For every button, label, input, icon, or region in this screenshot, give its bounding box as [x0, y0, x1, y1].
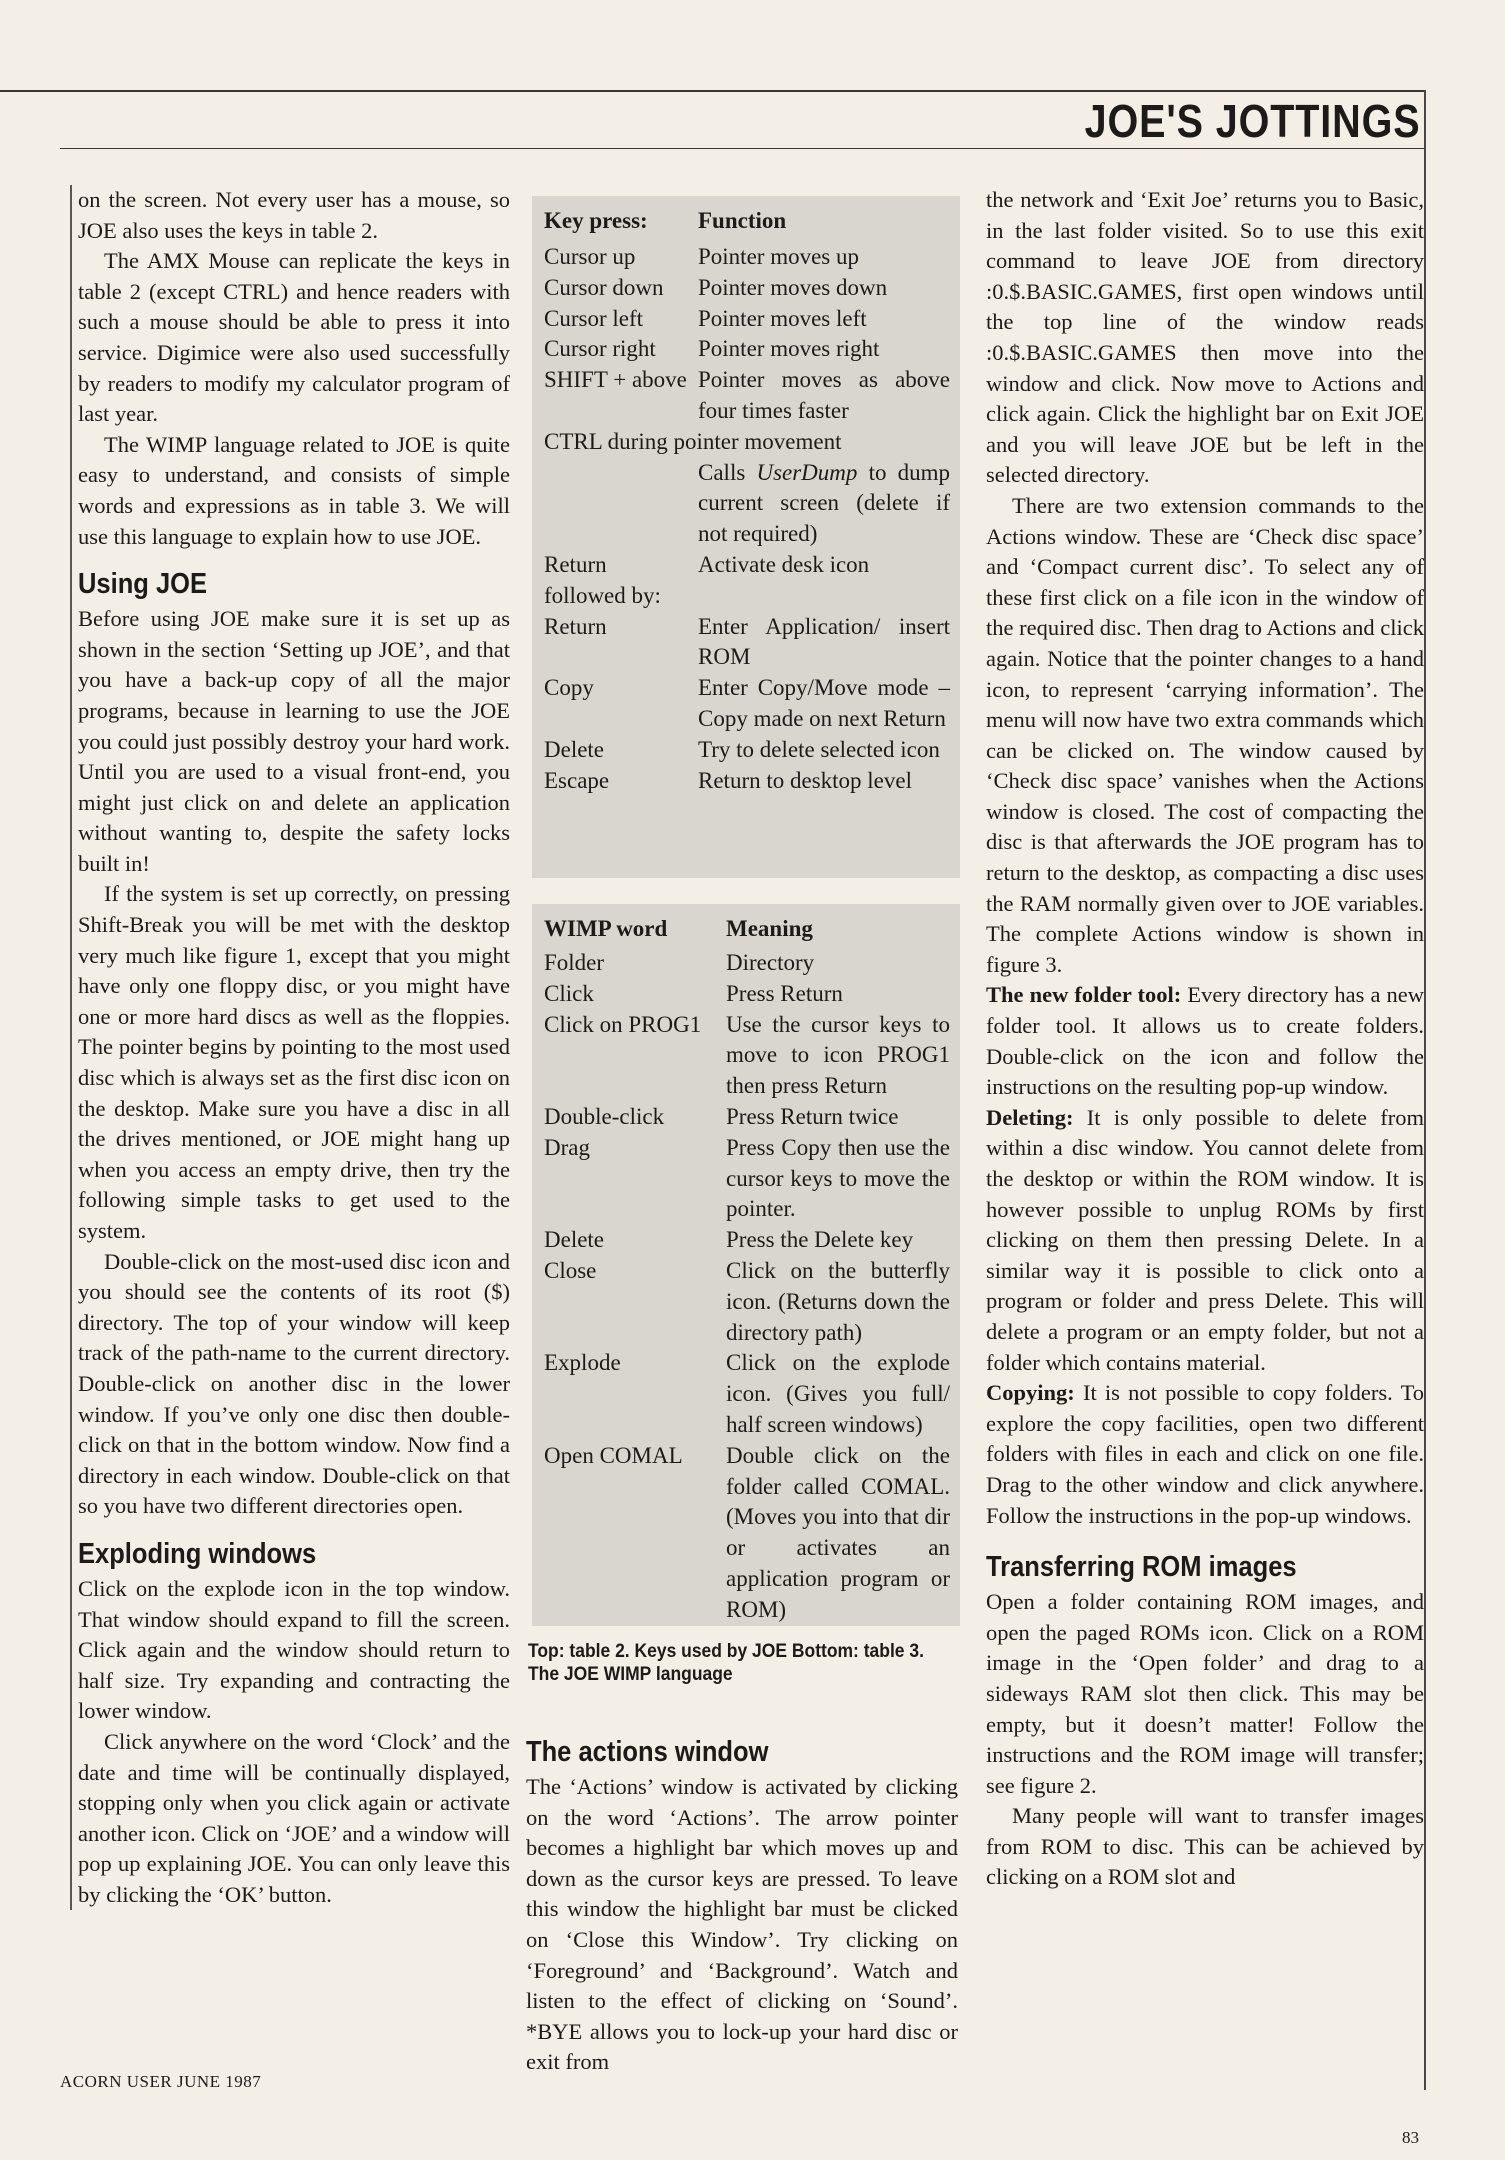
- table-keys-box: [532, 196, 960, 878]
- right-margin-rule: [1424, 90, 1426, 2090]
- word-cell: Open COMAL: [544, 1442, 683, 1468]
- section-heading-exploding-windows: Exploding windows: [78, 1537, 317, 1570]
- text-run: Calls: [698, 459, 757, 485]
- function-cell: Return to desktop level: [698, 767, 912, 793]
- meaning-cell: Use the cursor keys to move to icon PROG1 then press Return: [726, 1011, 950, 1099]
- meaning-cell: Press Return twice: [726, 1103, 899, 1129]
- table-wimp: [532, 904, 960, 1626]
- table-row: [532, 1441, 960, 1626]
- table-header-function: Function: [698, 208, 787, 233]
- table-row: [532, 304, 960, 335]
- footer-publication: ACORN USER JUNE 1987: [60, 2072, 262, 2091]
- article-column-3: [986, 185, 1424, 1893]
- function-cell: [698, 458, 960, 550]
- meaning-cell: Double click on the folder called COMAL. (Moves you into that dir or activates an application program or ROM): [726, 1442, 950, 1622]
- table-row: [532, 979, 960, 1010]
- paragraph: Open a folder containing ROM images, and open the paged ROMs icon. Click on a ROM image in the ‘Open folder’ and drag to a sideways RAM slot then click. This may be empty, but it doesn’t matter! Follow the instructions and the ROM image will transfer; see figure 2.: [986, 1589, 1424, 1798]
- meaning-cell: Directory: [726, 950, 815, 975]
- word-cell: Close: [544, 1257, 597, 1283]
- function-cell: Pointer moves left: [698, 305, 867, 331]
- paragraph: [986, 980, 1424, 1102]
- paragraph: There are two extension commands to the Actions window. These are ‘Check disc space’ and ‘Compact current disc’. To select any of these first click on a file icon in the window of the required disc. Then drag to Actions and click again. Notice that the pointer changes to a hand icon, to represent ‘carrying information’. The menu will now have two extra commands which can be clicked on. The window caused by ‘Check disc space’ vanishes when the Actions window is closed. The cost of compacting the disc is that afterwards the JOE program has to return to the desktop, as compacting a disc uses the RAM normally given over to JOE variables. The complete Actions window is shown in figure 3.: [986, 492, 1424, 977]
- table-row: [532, 273, 960, 304]
- paragraph: Double-click on the most-used disc icon and you should see the contents of its root ($) directory. The top of your window will keep track of the path-name to the current directory. Double-click on another disc in the lower window. If you’ve only one disc then double-click on that in the bottom window. Now find a directory in each window. Double-click on that so you have two different directories open.: [78, 1248, 510, 1519]
- text-run: Every directory has a new folder tool. It allows us to create folders. Double-click on the icon and follow the instructions on the resulting pop-up window.: [986, 982, 1424, 1100]
- table-row: [532, 1102, 960, 1133]
- lead-in-new-folder: The new folder tool:: [986, 982, 1182, 1008]
- table-row: [532, 766, 960, 797]
- table-row: [532, 612, 960, 674]
- section-heading-using-joe: Using JOE: [78, 568, 208, 601]
- paragraph: Click anywhere on the word ‘Clock’ and the date and time will be continually displayed, stopping only when you click again or activate another icon. Click on ‘JOE’ and a window will pop up explaining JOE. You can only leave this by clicking the ‘OK’ button.: [78, 1728, 510, 1907]
- function-cell: Activate desk icon: [698, 551, 870, 577]
- paragraph: the network and ‘Exit Joe’ returns you to Basic, in the last folder visited. So to use this exit command to leave JOE from directory :0.$.BASIC.GAMES, first open windows until the top line of the window reads :0.$.BASIC.GAMES then move into the window and click. Now move to Actions and click again. Click the highlight bar on Exit JOE and you will leave JOE but be left in the selected directory.: [986, 187, 1424, 488]
- header-rule: [0, 90, 1425, 92]
- meaning-cell: Click on the explode icon. (Gives you full/ half screen windows): [726, 1350, 950, 1437]
- page-header-title: JOE'S JOTTINGS: [1084, 95, 1420, 147]
- key-cell: Delete: [544, 736, 605, 762]
- function-cell: Pointer moves up: [698, 244, 859, 269]
- paragraph: The WIMP language related to JOE is quite easy to understand, and consists of simple words and expressions as in table 3. We will use this language to explain how to use JOE.: [78, 431, 510, 549]
- table-row: [532, 735, 960, 766]
- key-cell-ctrl: CTRL during pointer movement: [544, 428, 842, 454]
- word-cell: Click: [544, 980, 594, 1006]
- table-header-meaning: Meaning: [726, 916, 813, 941]
- table-row: [532, 1225, 960, 1256]
- paragraph: on the screen. Not every user has a mouse, so JOE also uses the keys in table 2.: [78, 187, 510, 243]
- function-cell: Pointer moves as above four times faster: [698, 367, 950, 423]
- table-caption: Top: table 2. Keys used by JOE Bottom: table 3. The JOE WIMP language: [528, 1641, 924, 1685]
- article-column-1: [70, 185, 510, 1910]
- article-column-2: [526, 1720, 958, 2078]
- table-row: [532, 550, 960, 581]
- meaning-cell: Press Copy then use the cursor keys to move the pointer.: [726, 1134, 950, 1222]
- key-cell: Escape: [544, 767, 610, 793]
- function-cell: Pointer moves right: [698, 336, 880, 362]
- table-row: [532, 948, 960, 979]
- table-row: [532, 1133, 960, 1225]
- lead-in-copying: Copying:: [986, 1380, 1075, 1406]
- function-cell: Enter Application/ insert ROM: [698, 613, 950, 670]
- word-cell: Explode: [544, 1350, 621, 1376]
- key-cell: Return: [544, 551, 607, 577]
- word-cell: Double-click: [544, 1103, 665, 1129]
- table-row: [532, 1348, 960, 1440]
- text-run: It is only possible to delete from within a disc window. You cannot delete from the desktop or within the ROM window. It is however possible to unplug ROMs by first clicking on them then pressing Delete. In a similar way it is possible to click onto a program or folder and press Delete. This will delete a program or an empty folder, but not a folder which contains material.: [986, 1104, 1424, 1375]
- table-row: [532, 427, 960, 458]
- header-underline: [60, 148, 1425, 149]
- table-row: [532, 458, 960, 550]
- word-cell: Drag: [544, 1134, 590, 1160]
- paragraph: Click on the explode icon in the top window. That window should expand to fill the screen. Click again and the window should return to half size. Try expanding and contracting the lower window.: [78, 1575, 510, 1724]
- paragraph: The ‘Actions’ window is activated by clicking on the word ‘Actions’. The arrow pointer becomes a highlight bar which moves up and down as the cursor keys are pressed. To leave this window the highlight bar must be clicked on ‘Close this Window’. Try clicking on ‘Foreground’ and ‘Background’. Watch and listen to the effect of clicking on ‘Sound’. *BYE allows you to lock-up your hard disc or exit from: [526, 1774, 958, 2075]
- function-cell: Enter Copy/Move mode – Copy made on next Return: [698, 675, 950, 731]
- meaning-cell: Press the Delete key: [726, 1227, 914, 1253]
- paragraph: [986, 1103, 1424, 1378]
- key-cell: SHIFT + above: [544, 367, 687, 393]
- function-cell: Pointer moves down: [698, 274, 888, 300]
- section-heading-actions-window: The actions window: [526, 1736, 769, 1768]
- paragraph: Many people will want to transfer images from ROM to disc. This can be achieved by clicking on a ROM slot and: [986, 1803, 1424, 1890]
- lead-in-deleting: Deleting:: [986, 1104, 1074, 1130]
- table-row: [532, 1256, 960, 1348]
- function-cell: Try to delete selected icon: [698, 736, 940, 762]
- key-cell: Return: [544, 613, 607, 639]
- table-row: [532, 673, 960, 735]
- table-header-key: Key press:: [544, 208, 648, 233]
- key-cell: Copy: [544, 675, 594, 701]
- table-wimp-box: [532, 904, 960, 1626]
- table-row: [532, 242, 960, 273]
- table-row: [532, 581, 960, 612]
- meaning-cell: Click on the butterfly icon. (Returns down the directory path): [726, 1257, 950, 1345]
- table-row: [532, 365, 960, 427]
- key-cell: Cursor down: [544, 274, 664, 300]
- word-cell: Delete: [544, 1227, 605, 1253]
- text-run: It is not possible to copy folders. To explore the copy facilities, open two different folders with files in each and click on one file. Drag to the other window and click anywhere. Follow the instructions in the pop-up windows.: [986, 1380, 1424, 1528]
- key-cell: Cursor right: [544, 336, 656, 362]
- key-cell: Cursor up: [544, 244, 636, 269]
- text-run: to dump current screen (delete if not required): [698, 459, 951, 547]
- table-row: [532, 334, 960, 365]
- paragraph: Before using JOE make sure it is set up as shown in the section ‘Setting up JOE’, and that you have a back-up copy of all the major programs, because in learning to use the JOE you could just possibly destroy your hard work. Until you are used to a visual front-end, you might just click on and delete an application without wanting to, despite the safety locks built in!: [78, 606, 510, 876]
- word-cell: Folder: [544, 950, 605, 975]
- paragraph: The AMX Mouse can replicate the keys in table 2 (except CTRL) and hence readers with such a mouse should be able to press it into service. Digimice were also used successfully by readers to modify my calculator program of last year.: [78, 248, 510, 427]
- table-keys: [532, 196, 960, 796]
- followed-by-label: followed by:: [544, 582, 661, 608]
- meaning-cell: Press Return: [726, 980, 843, 1006]
- table-header-word: WIMP word: [544, 916, 668, 941]
- word-cell: Click on PROG1: [544, 1011, 702, 1037]
- paragraph: [986, 1378, 1424, 1531]
- paragraph: If the system is set up correctly, on pressing Shift-Break you will be met with the desktop very much like figure 1, except that you might have only one floppy disc, or you might have one or more hard discs as well as the floppies. The pointer begins by pointing to the most used disc which is always set as the first disc icon on the desktop. Make sure you have a disc in all the drives mentioned, or JOE might hang up when you access an empty drive, then try the following simple tasks to get used to the system.: [78, 881, 510, 1243]
- page-number: 83: [1402, 2128, 1419, 2147]
- table-row: [532, 1010, 960, 1102]
- key-cell: Cursor left: [544, 305, 644, 331]
- text-run-italic: UserDump: [756, 459, 858, 485]
- section-heading-transferring-rom: Transferring ROM images: [986, 1551, 1297, 1584]
